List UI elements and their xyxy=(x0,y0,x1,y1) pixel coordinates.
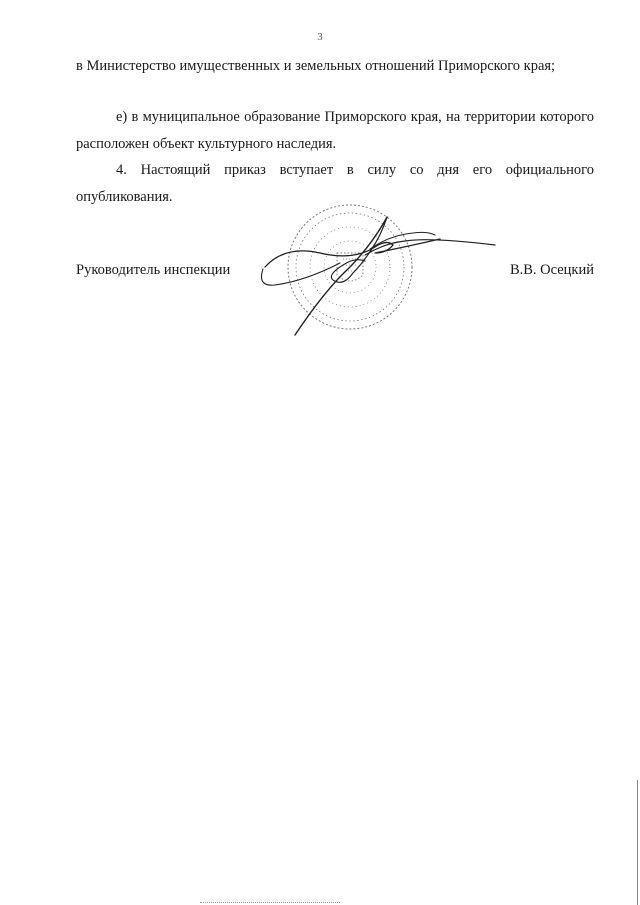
seal-and-signature-icon xyxy=(255,195,505,345)
paragraph-effective-date: 4. Настоящий приказ вступает в силу со дня его официального опубликования. xyxy=(76,162,594,205)
scan-edge-line xyxy=(637,780,638,905)
paragraph-recipient-ministry: в Министерство имущественных и земельных отношений Приморского края; xyxy=(76,58,556,74)
paragraph-recipient-municipality: е) в муниципальное образование Приморского края, на территории которого расположен объект культурного наследия. xyxy=(76,109,594,152)
signatory-name: В.В. Осецкий xyxy=(509,262,594,278)
signatory-position: Руководитель инспекции xyxy=(76,262,231,278)
page-number: 3 xyxy=(317,31,323,43)
scan-artifact-dots xyxy=(200,902,340,903)
